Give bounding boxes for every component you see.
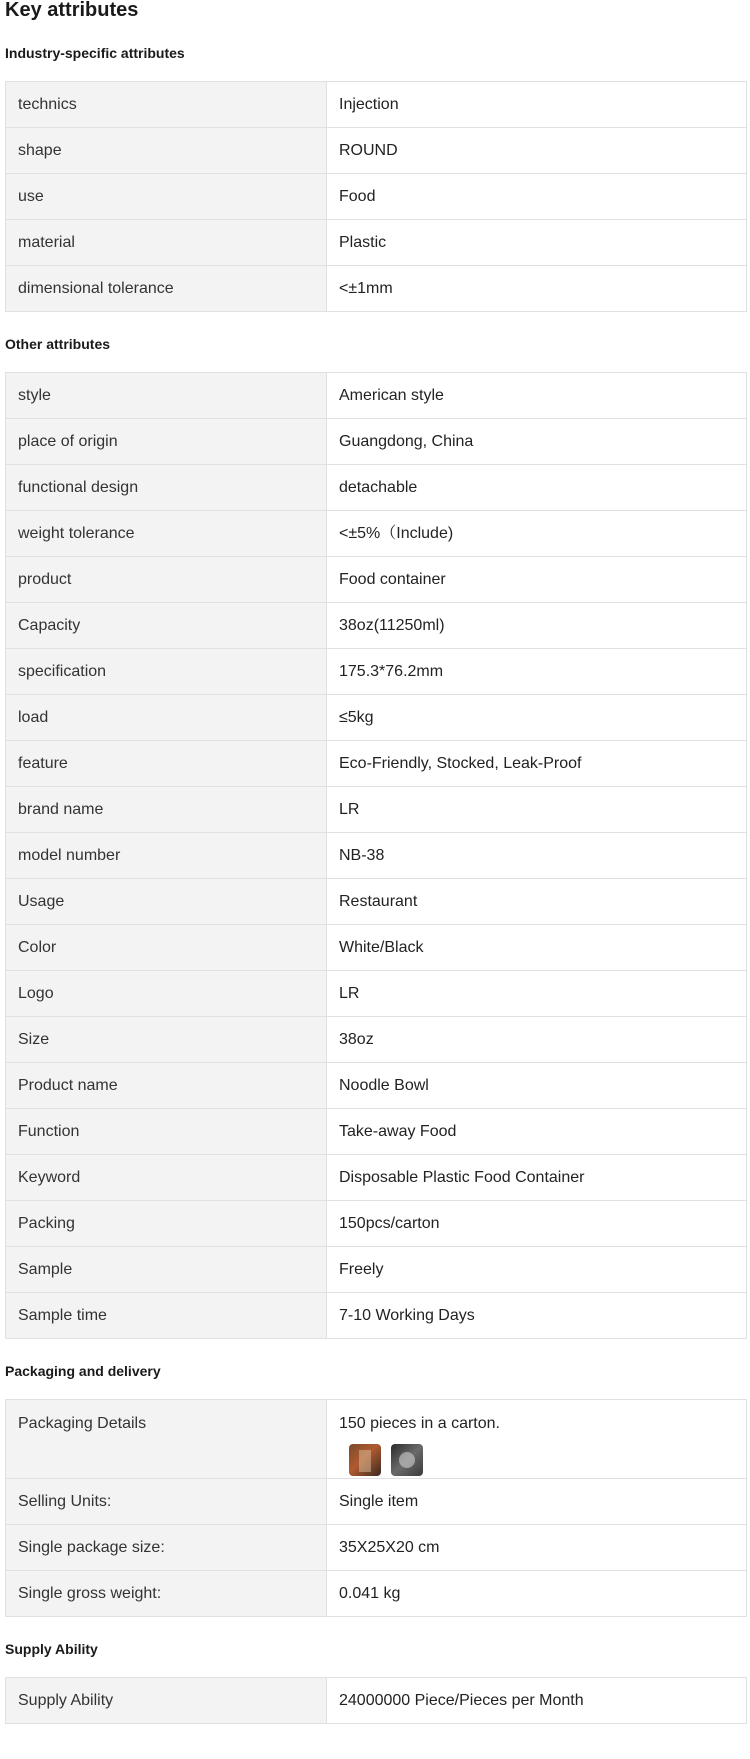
attribute-value: Restaurant bbox=[327, 879, 747, 925]
supply-ability-table bbox=[5, 1677, 747, 1724]
table-row bbox=[6, 1400, 747, 1479]
attribute-key: Single package size: bbox=[6, 1525, 327, 1571]
attribute-value: 150pcs/carton bbox=[327, 1201, 747, 1247]
attribute-value: Take-away Food bbox=[327, 1109, 747, 1155]
packaging-thumbnails bbox=[339, 1444, 734, 1476]
attribute-value: Noodle Bowl bbox=[327, 1063, 747, 1109]
attribute-value: LR bbox=[327, 787, 747, 833]
attribute-value: Injection bbox=[327, 82, 747, 128]
table-row bbox=[6, 925, 747, 971]
attribute-key: Packing bbox=[6, 1201, 327, 1247]
table-row bbox=[6, 419, 747, 465]
attribute-key: Supply Ability bbox=[6, 1678, 327, 1724]
attribute-value: Plastic bbox=[327, 220, 747, 266]
attribute-key: Function bbox=[6, 1109, 327, 1155]
attribute-key: Selling Units: bbox=[6, 1479, 327, 1525]
attribute-key: shape bbox=[6, 128, 327, 174]
table-row bbox=[6, 879, 747, 925]
table-row bbox=[6, 1525, 747, 1571]
attribute-key: Single gross weight: bbox=[6, 1571, 327, 1617]
table-row bbox=[6, 603, 747, 649]
packaging-photo-thumbnail[interactable] bbox=[349, 1444, 381, 1476]
table-row bbox=[6, 971, 747, 1017]
table-row bbox=[6, 1479, 747, 1525]
attribute-value: 35X25X20 cm bbox=[327, 1525, 747, 1571]
table-row bbox=[6, 128, 747, 174]
attribute-key: Keyword bbox=[6, 1155, 327, 1201]
table-row bbox=[6, 1017, 747, 1063]
table-row bbox=[6, 1293, 747, 1339]
table-row bbox=[6, 1155, 747, 1201]
attribute-value: NB-38 bbox=[327, 833, 747, 879]
attribute-key: load bbox=[6, 695, 327, 741]
attribute-value: <±5%（Include) bbox=[327, 511, 747, 557]
attribute-value: ROUND bbox=[327, 128, 747, 174]
attribute-key: use bbox=[6, 174, 327, 220]
table-row bbox=[6, 741, 747, 787]
table-row bbox=[6, 373, 747, 419]
attribute-value: 38oz bbox=[327, 1017, 747, 1063]
attribute-key: place of origin bbox=[6, 419, 327, 465]
table-row bbox=[6, 1109, 747, 1155]
attribute-value: 7-10 Working Days bbox=[327, 1293, 747, 1339]
attribute-value: <±1mm bbox=[327, 266, 747, 312]
attribute-value: Freely bbox=[327, 1247, 747, 1293]
table-row bbox=[6, 695, 747, 741]
attribute-key: feature bbox=[6, 741, 327, 787]
attribute-value: LR bbox=[327, 971, 747, 1017]
table-row bbox=[6, 833, 747, 879]
table-row bbox=[6, 557, 747, 603]
table-row bbox=[6, 266, 747, 312]
section-title-other-attributes: Other attributes bbox=[5, 336, 111, 352]
packaging-photo-thumbnail[interactable] bbox=[391, 1444, 423, 1476]
key-attributes-panel bbox=[5, 0, 747, 1724]
attribute-key: functional design bbox=[6, 465, 327, 511]
attribute-value: 0.041 kg bbox=[327, 1571, 747, 1617]
table-row bbox=[6, 649, 747, 695]
attribute-key: Sample time bbox=[6, 1293, 327, 1339]
attribute-key: Sample bbox=[6, 1247, 327, 1293]
attribute-value: 175.3*76.2mm bbox=[327, 649, 747, 695]
other-attributes-table bbox=[5, 372, 747, 1339]
attribute-key: material bbox=[6, 220, 327, 266]
attribute-value: 38oz(11250ml) bbox=[327, 603, 747, 649]
industry-attributes-table bbox=[5, 81, 747, 312]
attribute-key: Size bbox=[6, 1017, 327, 1063]
attribute-key: Packaging Details bbox=[6, 1400, 327, 1479]
attribute-value: 24000000 Piece/Pieces per Month bbox=[327, 1678, 747, 1724]
attribute-key: Product name bbox=[6, 1063, 327, 1109]
attribute-value: Food bbox=[327, 174, 747, 220]
attribute-value: American style bbox=[327, 373, 747, 419]
attribute-value: 150 pieces in a carton. bbox=[339, 1415, 500, 1432]
attribute-value: ≤5kg bbox=[327, 695, 747, 741]
attribute-value: White/Black bbox=[327, 925, 747, 971]
attribute-key: dimensional tolerance bbox=[6, 266, 327, 312]
table-row bbox=[6, 1678, 747, 1724]
table-row bbox=[6, 511, 747, 557]
table-row bbox=[6, 1571, 747, 1617]
table-row bbox=[6, 220, 747, 266]
table-row bbox=[6, 1201, 747, 1247]
attribute-value: Eco-Friendly, Stocked, Leak-Proof bbox=[327, 741, 747, 787]
table-row bbox=[6, 1063, 747, 1109]
attribute-key: style bbox=[6, 373, 327, 419]
attribute-key: technics bbox=[6, 82, 327, 128]
attribute-key: Color bbox=[6, 925, 327, 971]
attribute-key: Usage bbox=[6, 879, 327, 925]
table-row bbox=[6, 787, 747, 833]
attribute-value: Food container bbox=[327, 557, 747, 603]
packaging-details-cell bbox=[327, 1400, 747, 1479]
section-title-packaging-delivery: Packaging and delivery bbox=[5, 1363, 161, 1379]
attribute-value: detachable bbox=[327, 465, 747, 511]
table-row bbox=[6, 174, 747, 220]
attribute-key: specification bbox=[6, 649, 327, 695]
section-title-supply-ability: Supply Ability bbox=[5, 1641, 98, 1657]
attribute-key: model number bbox=[6, 833, 327, 879]
attribute-key: brand name bbox=[6, 787, 327, 833]
attribute-value: Single item bbox=[327, 1479, 747, 1525]
table-row bbox=[6, 1247, 747, 1293]
table-row bbox=[6, 82, 747, 128]
attribute-value: Guangdong, China bbox=[327, 419, 747, 465]
attribute-key: weight tolerance bbox=[6, 511, 327, 557]
packaging-table bbox=[5, 1399, 747, 1617]
attribute-key: Logo bbox=[6, 971, 327, 1017]
attribute-key: product bbox=[6, 557, 327, 603]
attribute-value: Disposable Plastic Food Container bbox=[327, 1155, 747, 1201]
table-row bbox=[6, 465, 747, 511]
attribute-key: Capacity bbox=[6, 603, 327, 649]
page-title: Key attributes bbox=[5, 0, 139, 21]
section-title-industry-specific: Industry-specific attributes bbox=[5, 45, 185, 61]
